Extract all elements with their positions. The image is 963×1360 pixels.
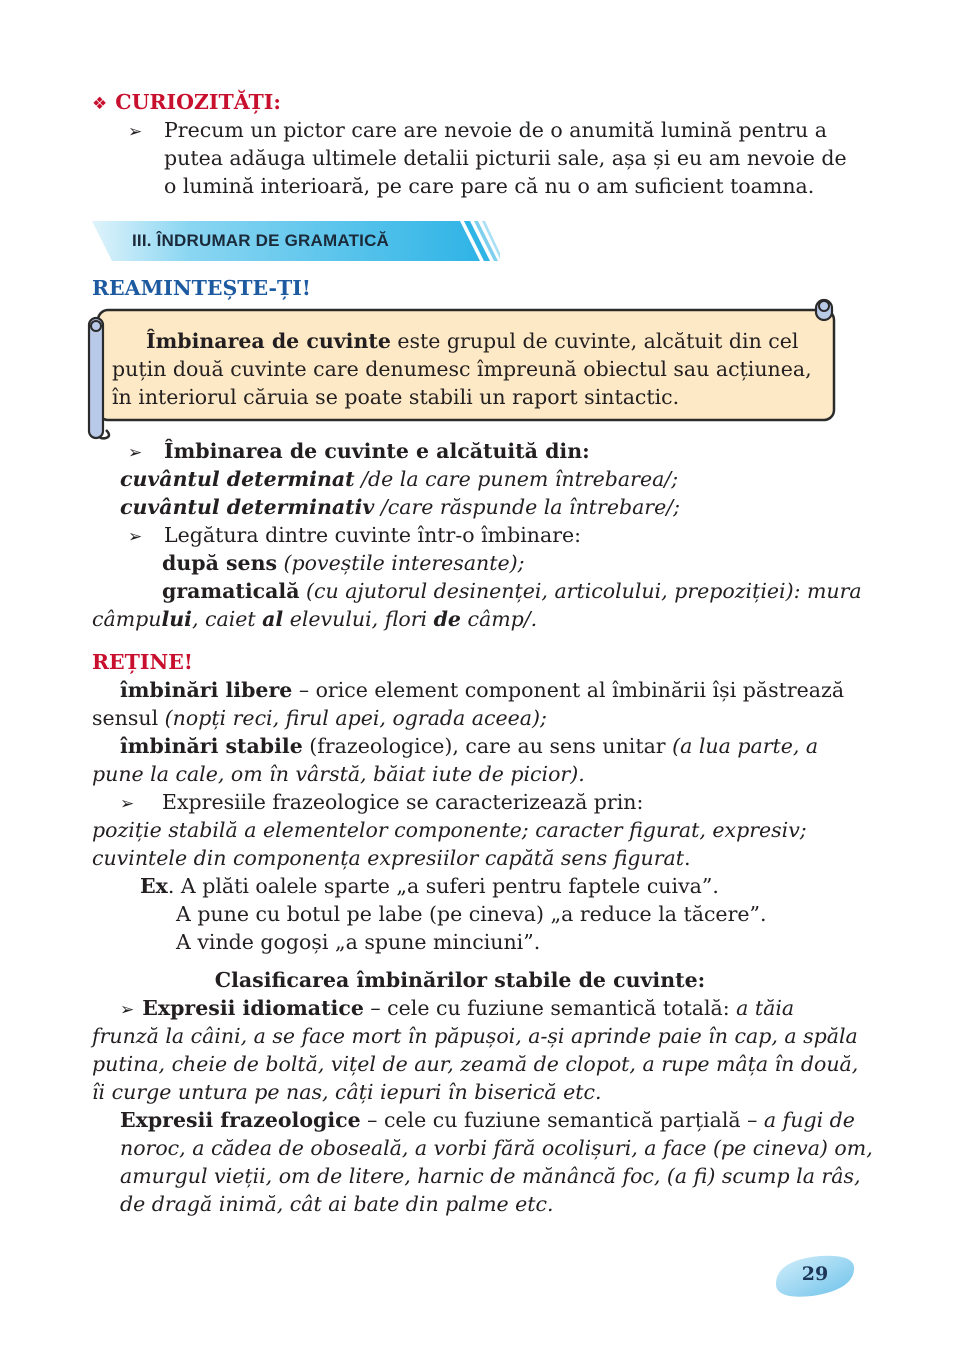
legatura-line: ➢ Legătura dintre cuvinte într-o îmbinare: bbox=[128, 521, 581, 551]
stabile-line-1: îmbinări stabile (frazeologice), care au sens unitar (a lua parte, a bbox=[120, 734, 819, 758]
fraz-line-2: noroc, a cădea de oboseală, a vorbi fără ocolișuri, a face (pe cineva) om, bbox=[120, 1136, 873, 1160]
fraz-line-3: amurgul vieții, om de litere, harnic de mănâncă foc, (a fi) scump la râs, bbox=[120, 1164, 861, 1188]
structure-heading: ➢ Îmbinarea de cuvinte e alcătuită din: bbox=[128, 437, 590, 467]
idiom-line-1: ➢ Expresii idiomatice – cele cu fuziune semantică totală: a tăia bbox=[120, 996, 795, 1020]
diamond-bullet-icon: ❖ bbox=[92, 94, 108, 114]
libere-line-2: sensul (nopți reci, firul apei, ograda aceea); bbox=[92, 706, 547, 730]
fraz-line-1: Expresii frazeologice – cele cu fuziune semantică parțială – a fugi de bbox=[120, 1108, 855, 1132]
sens-line: după sens (poveștile interesante); bbox=[162, 551, 525, 575]
trait-line-1: poziție stabilă a elementelor componente; caracter figurat, expresiv; bbox=[92, 818, 807, 842]
arrow-bullet-icon: ➢ bbox=[128, 122, 143, 142]
stabile-line-2: pune la cale, om în vârstă, băiat iute de picior). bbox=[92, 762, 585, 786]
example-line-2: A pune cu botul pe labe (pe cineva) „a reduce la tăcere”. bbox=[176, 902, 767, 926]
clasificare-heading: Clasificarea îmbinărilor stabile de cuvinte: bbox=[214, 968, 706, 992]
curiozitati-line-1: ➢ Precum un pictor care are nevoie de o anumită lumină pentru a bbox=[128, 116, 827, 146]
scroll-line-1: Îmbinarea de cuvinte este grupul de cuvinte, alcătuit din cel bbox=[146, 329, 799, 353]
arrow-bullet-icon: ➢ bbox=[120, 794, 135, 814]
determinativ-line: cuvântul determinativ /care răspunde la întrebare/; bbox=[120, 495, 681, 519]
determinat-line: cuvântul determinat /de la care punem întrebarea/; bbox=[120, 467, 679, 491]
arrow-bullet-icon: ➢ bbox=[128, 527, 143, 547]
curiozitati-line-2: putea adăuga ultimele detalii picturii sale, așa și eu am nevoie de bbox=[164, 146, 847, 170]
idiom-line-2: frunză la câini, a se face mort în păpușoi, a-și aprinde paie în cap, a spăla bbox=[92, 1024, 858, 1048]
gramaticala-examples: câmpului, caiet al elevului, flori de câmp/. bbox=[92, 607, 538, 631]
example-line-1: Ex. A plăti oalele sparte „a suferi pentru faptele cuiva”. bbox=[140, 874, 719, 898]
libere-line-1: îmbinări libere – orice element component al îmbinării își păstrează bbox=[120, 678, 845, 702]
reaminteste-heading: REAMINTEȘTE-ȚI! bbox=[92, 276, 311, 300]
retine-heading: REȚINE! bbox=[92, 650, 193, 674]
idiom-line-3: putina, cheie de boltă, vițel de aur, zeamă de clopot, a rupe mâța în două, bbox=[92, 1052, 859, 1076]
trait-line-2: cuvintele din componența expresiilor capătă sens figurat. bbox=[92, 846, 691, 870]
idiom-line-4: îi curge untura pe nas, câți iepuri în biserică etc. bbox=[92, 1080, 602, 1104]
arrow-bullet-icon: ➢ bbox=[120, 1000, 135, 1020]
curiozitati-heading: ❖ CURIOZITĂȚI: bbox=[92, 90, 281, 114]
scroll-line-3: în interiorul căruia se poate stabili un raport sintactic. bbox=[112, 385, 680, 409]
arrow-bullet-icon: ➢ bbox=[128, 443, 143, 463]
curiozitati-line-3: o lumină interioară, pe care pare că nu o am suficient toamna. bbox=[164, 174, 815, 198]
fraz-line-4: de dragă inimă, cât ai bate din palme etc. bbox=[120, 1192, 554, 1216]
gramaticala-line: gramaticală (cu ajutorul desinenței, articolului, prepoziției): mura bbox=[162, 579, 862, 603]
scroll-line-2: puțin două cuvinte care denumesc împreună obiectul sau acțiunea, bbox=[112, 357, 812, 381]
section-banner-label: III. ÎNDRUMAR DE GRAMATICĂ bbox=[132, 231, 390, 250]
example-line-3: A vinde gogoși „a spune minciuni”. bbox=[176, 930, 541, 954]
expresii-heading: ➢ Expresiile frazeologice se caracterizează prin: bbox=[120, 788, 643, 818]
page-number: 29 bbox=[801, 1263, 829, 1285]
